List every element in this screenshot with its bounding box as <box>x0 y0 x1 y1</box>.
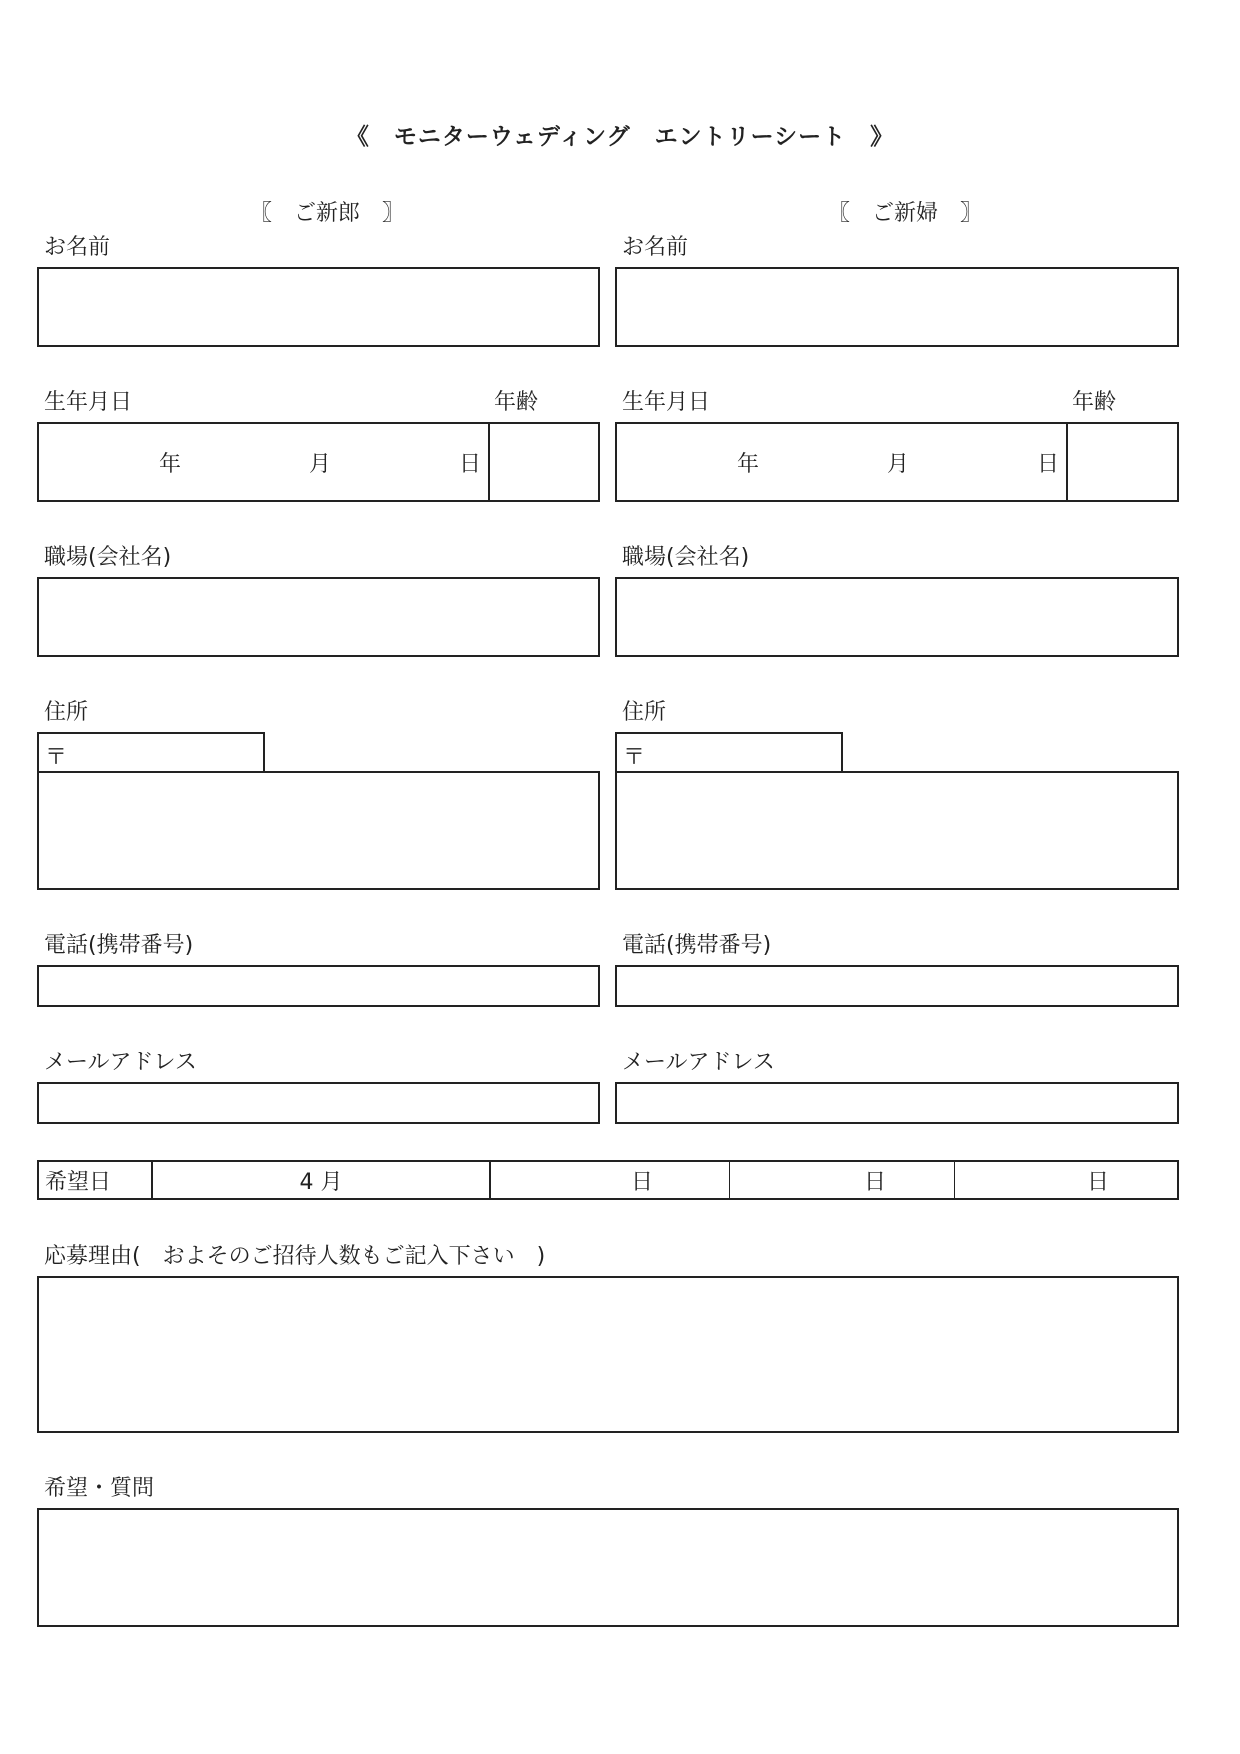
bride-name-label: お名前 <box>622 235 689 260</box>
wish-date-day-field-3[interactable] <box>956 1162 1177 1198</box>
bride-email-label: メールアドレス <box>622 1050 775 1075</box>
bride-workplace-label: 職場(会社名) <box>622 545 750 570</box>
groom-heading: 〖 ご新郎 〗 <box>250 201 405 226</box>
wish-date-divider <box>954 1162 955 1198</box>
groom-age-field[interactable] <box>491 424 598 500</box>
bride-postal-field[interactable] <box>615 732 843 774</box>
bride-name-field[interactable] <box>615 267 1179 347</box>
groom-age-divider <box>488 424 490 500</box>
wish-date-day-field-2[interactable] <box>731 1162 954 1198</box>
bride-age-field[interactable] <box>1069 424 1177 500</box>
bride-heading: 〖 ご新婦 〗 <box>828 201 983 226</box>
bride-email-field[interactable] <box>615 1082 1179 1124</box>
bride-day-unit: 日 <box>1037 451 1060 477</box>
wish-date-divider <box>729 1162 730 1198</box>
postal-mark-icon: 〒 <box>623 745 646 770</box>
groom-name-label: お名前 <box>44 235 111 260</box>
groom-day-unit: 日 <box>459 451 482 477</box>
bride-workplace-field[interactable] <box>615 577 1179 657</box>
requests-label: 希望・質問 <box>44 1476 155 1501</box>
bride-phone-label: 電話(携帯番号) <box>622 933 772 958</box>
bride-phone-field[interactable] <box>615 965 1179 1007</box>
groom-address-field[interactable] <box>37 771 600 890</box>
groom-birthdate-field[interactable] <box>39 424 488 500</box>
day-unit: 日 <box>863 1169 886 1195</box>
day-unit: 日 <box>630 1169 653 1195</box>
bride-age-divider <box>1066 424 1068 500</box>
groom-phone-label: 電話(携帯番号) <box>44 933 194 958</box>
reason-field[interactable] <box>37 1276 1179 1433</box>
groom-name-field[interactable] <box>37 267 600 347</box>
groom-year-unit: 年 <box>159 451 182 477</box>
bride-address-field[interactable] <box>615 771 1179 890</box>
form-title: 《 モニターウェディング エントリーシート 》 <box>345 124 895 150</box>
groom-month-unit: 月 <box>309 451 332 477</box>
bride-birthdate-label: 生年月日 <box>622 390 711 415</box>
reason-label: 応募理由( およそのご招待人数もご記入下さい ) <box>44 1244 546 1269</box>
wish-date-row <box>37 1160 1179 1200</box>
groom-email-label: メールアドレス <box>44 1050 197 1075</box>
bride-birthdate-row <box>615 422 1179 502</box>
day-unit: 日 <box>1086 1169 1109 1195</box>
bride-year-unit: 年 <box>737 451 760 477</box>
groom-address-label: 住所 <box>44 700 89 725</box>
groom-workplace-field[interactable] <box>37 577 600 657</box>
bride-age-label: 年齢 <box>1072 390 1117 415</box>
groom-birthdate-row <box>37 422 600 502</box>
wish-date-day-field-1[interactable] <box>491 1162 729 1198</box>
bride-month-unit: 月 <box>887 451 910 477</box>
groom-phone-field[interactable] <box>37 965 600 1007</box>
groom-birthdate-label: 生年月日 <box>44 390 133 415</box>
groom-postal-field[interactable] <box>37 732 265 774</box>
groom-age-label: 年齢 <box>494 390 539 415</box>
groom-workplace-label: 職場(会社名) <box>44 545 172 570</box>
wish-date-label: 希望日 <box>45 1169 112 1195</box>
postal-mark-icon: 〒 <box>45 745 68 770</box>
wish-date-month-field[interactable]: 4 月 <box>299 1169 343 1195</box>
bride-address-label: 住所 <box>622 700 667 725</box>
groom-email-field[interactable] <box>37 1082 600 1124</box>
bride-birthdate-field[interactable] <box>617 424 1066 500</box>
requests-field[interactable] <box>37 1508 1179 1627</box>
